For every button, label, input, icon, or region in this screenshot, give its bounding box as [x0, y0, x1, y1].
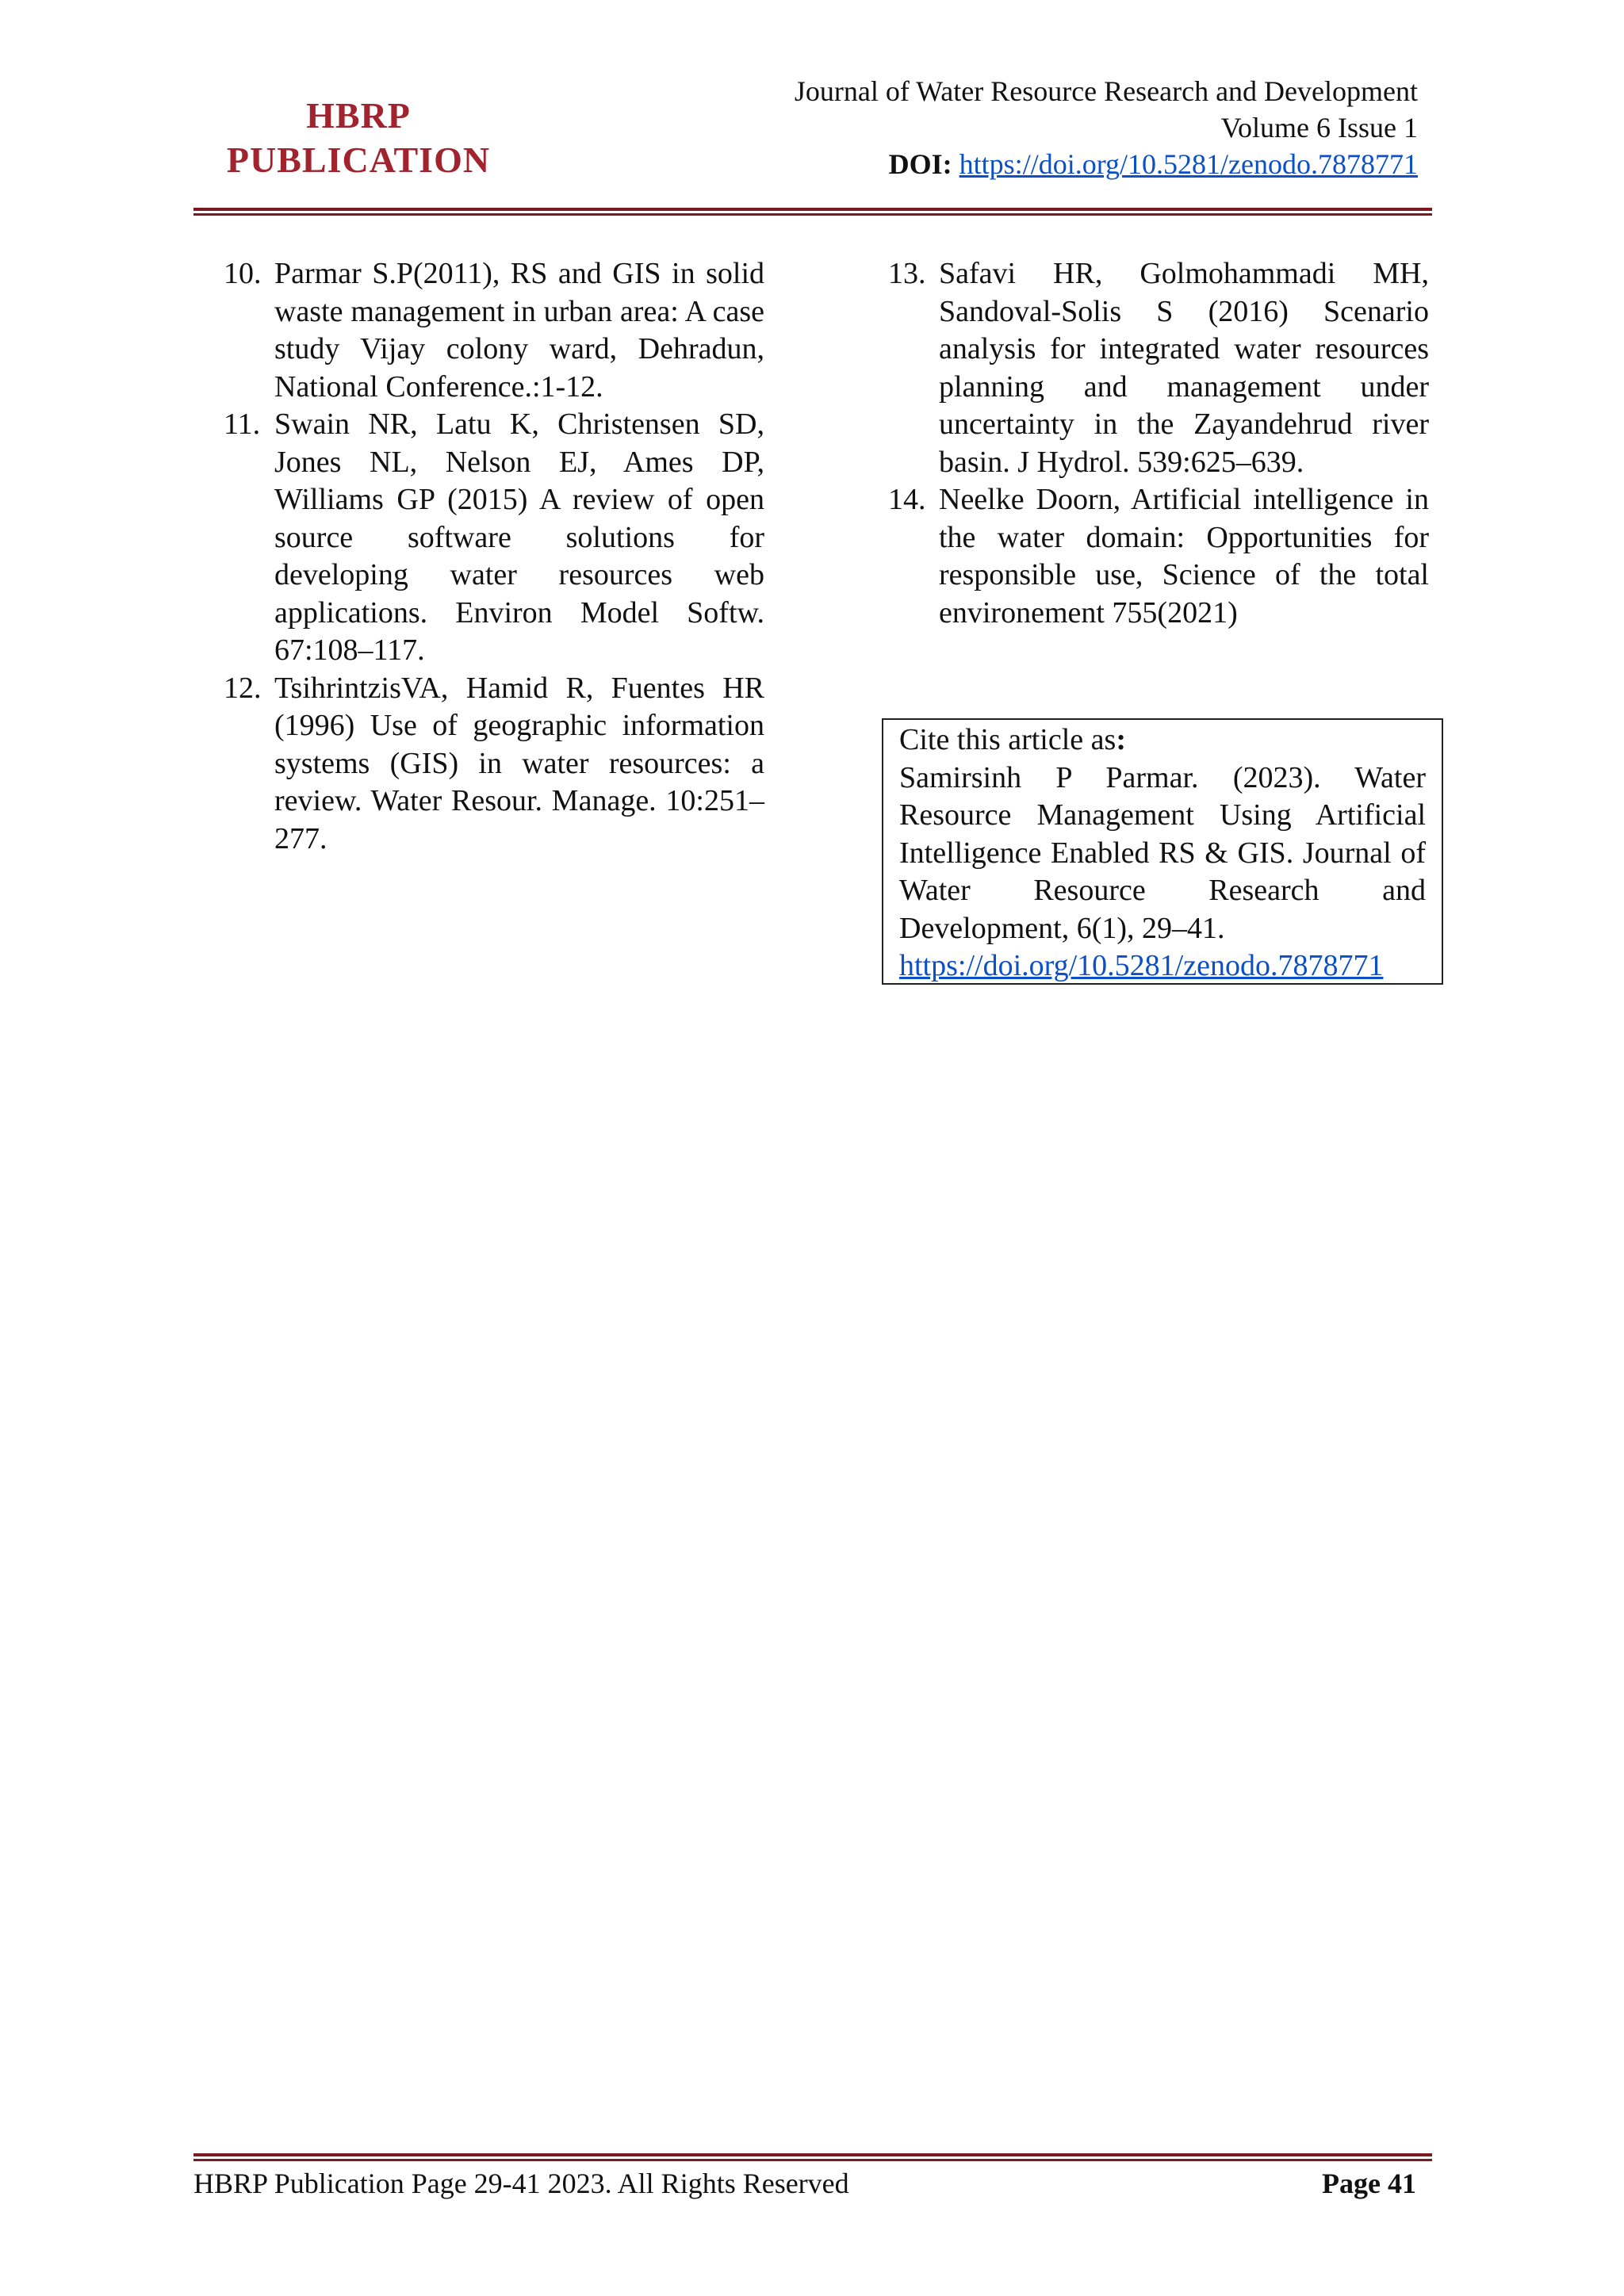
- reference-number: 10.: [224, 257, 262, 290]
- journal-header: [795, 73, 1418, 182]
- references-left-column: [224, 255, 764, 858]
- reference-number: 13.: [888, 257, 926, 290]
- reference-item: [888, 481, 1429, 632]
- reference-item: [224, 255, 764, 406]
- references-right-column: [888, 255, 1429, 632]
- cite-article-box: [882, 718, 1443, 985]
- cite-label-colon: :: [1116, 723, 1126, 756]
- cite-text: Samirsinh P Parmar. (2023). Water Resource Management Using Artificial Intelligence Enabled RS & GIS. Journal of Water Resource Research and Development, 6(1), 29–41.: [899, 760, 1426, 945]
- reference-text: Safavi HR, Golmohammadi MH, Sandoval-Solis S (2016) Scenario analysis for integrated water resources planning and management under uncertainty in the Zayandehrud river basin. J Hydrol. 539:625–639.: [939, 257, 1429, 479]
- reference-text: Swain NR, Latu K, Christensen SD, Jones NL, Nelson EJ, Ames DP, Williams GP (2015) A review of open source software solutions for developing water resources web applications. Environ Model Softw. 67:108–117.: [274, 408, 764, 667]
- header-rule: [193, 208, 1432, 216]
- page-number: Page 41: [1322, 2168, 1416, 2199]
- reference-text: Neelke Doorn, Artificial intelligence in the water domain: Opportunities for responsible use, Science of the total environement 755(2021): [939, 483, 1429, 629]
- reference-item: [888, 255, 1429, 481]
- footer-copyright: HBRP Publication Page 29-41 2023. All Rights Reserved: [193, 2168, 849, 2199]
- logo-line-2: PUBLICATION: [226, 140, 491, 180]
- reference-text: TsihrintzisVA, Hamid R, Fuentes HR (1996) Use of geographic information systems (GIS) in water resources: a review. Water Resour. Manage. 10:251–277.: [274, 671, 764, 855]
- logo-line-1: HBRP: [306, 95, 411, 136]
- journal-title: Journal of Water Resource Research and Development: [794, 75, 1418, 107]
- publisher-logo: [216, 94, 501, 182]
- reference-number: 12.: [224, 671, 262, 705]
- reference-number: 14.: [888, 483, 926, 516]
- reference-item: [224, 406, 764, 670]
- reference-text: Parmar S.P(2011), RS and GIS in solid waste management in urban area: A case study Vijay colony ward, Dehradun, National Conference.:1-12.: [274, 257, 764, 404]
- footer-rule: [193, 2153, 1432, 2161]
- doi-link[interactable]: https://doi.org/10.5281/zenodo.7878771: [959, 148, 1418, 180]
- reference-number: 11.: [224, 408, 261, 441]
- cite-doi-link[interactable]: https://doi.org/10.5281/zenodo.7878771: [899, 949, 1384, 982]
- cite-label-line: [899, 721, 1426, 760]
- cite-label: Cite this article as: [899, 723, 1116, 756]
- reference-item: [224, 670, 764, 859]
- doi-label: DOI:: [888, 148, 952, 180]
- doi-line: [795, 146, 1418, 182]
- volume-issue: Volume 6 Issue 1: [1220, 112, 1418, 144]
